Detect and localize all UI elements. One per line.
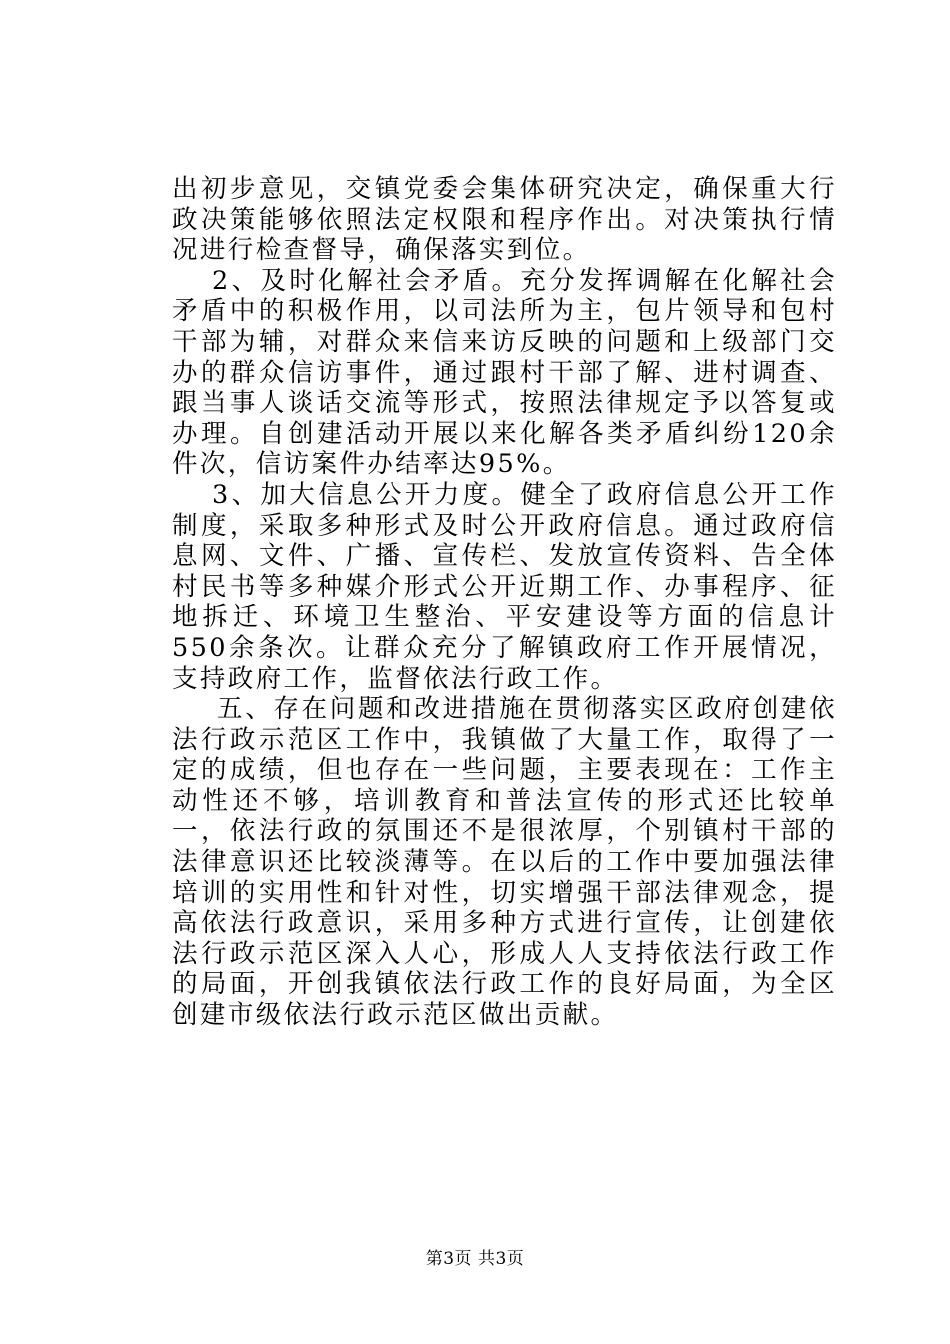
- document-body: [172, 174, 837, 1031]
- page-number-footer: 第3页 共3页: [425, 1249, 525, 1269]
- paragraph-resolve-conflicts: 2、及时化解社会矛盾。充分发挥调解在化解社会矛盾中的积极作用，以司法所为主，包片领导和包村干部为辅，对群众来信来访反映的问题和上级部门交办的群众信访事件，通过跟村干部了解、进村调查、跟当事人谈话交流等形式，按照法律规定予以答复或办理。自创建活动开展以来化解各类矛盾纠纷120余件次，信访案件办结率达95%。: [172, 265, 837, 480]
- paragraph-continuation: 出初步意见，交镇党委会集体研究决定，确保重大行政决策能够依照法定权限和程序作出。对决策执行情况进行检查督导，确保落实到位。: [172, 174, 837, 266]
- paragraph-problems-and-measures: 五、存在问题和改进措施在贯彻落实区政府创建依法行政示范区工作中，我镇做了大量工作，取得了一定的成绩，但也存在一些问题，主要表现在：工作主动性还不够，培训教育和普法宣传的形式还比较单一，依法行政的氛围还不是很浓厚，个别镇村干部的法律意识还比较淡薄等。在以后的工作中要加强法律培训的实用性和针对性，切实增强干部法律观念，提高依法行政意识，采用多种方式进行宣传，让创建依法行政示范区深入人心，形成人人支持依法行政工作的局面，开创我镇依法行政工作的良好局面，为全区创建市级依法行政示范区做出贡献。: [172, 694, 837, 1031]
- paragraph-information-disclosure: 3、加大信息公开力度。健全了政府信息公开工作制度，采取多种形式及时公开政府信息。通过政府信息网、文件、广播、宣传栏、发放宣传资料、告全体村民书等多种媒介形式公开近期工作、办事程序、征地拆迁、环境卫生整治、平安建设等方面的信息计550余条次。让群众充分了解镇政府工作开展情况，支持政府工作，监督依法行政工作。: [172, 479, 837, 694]
